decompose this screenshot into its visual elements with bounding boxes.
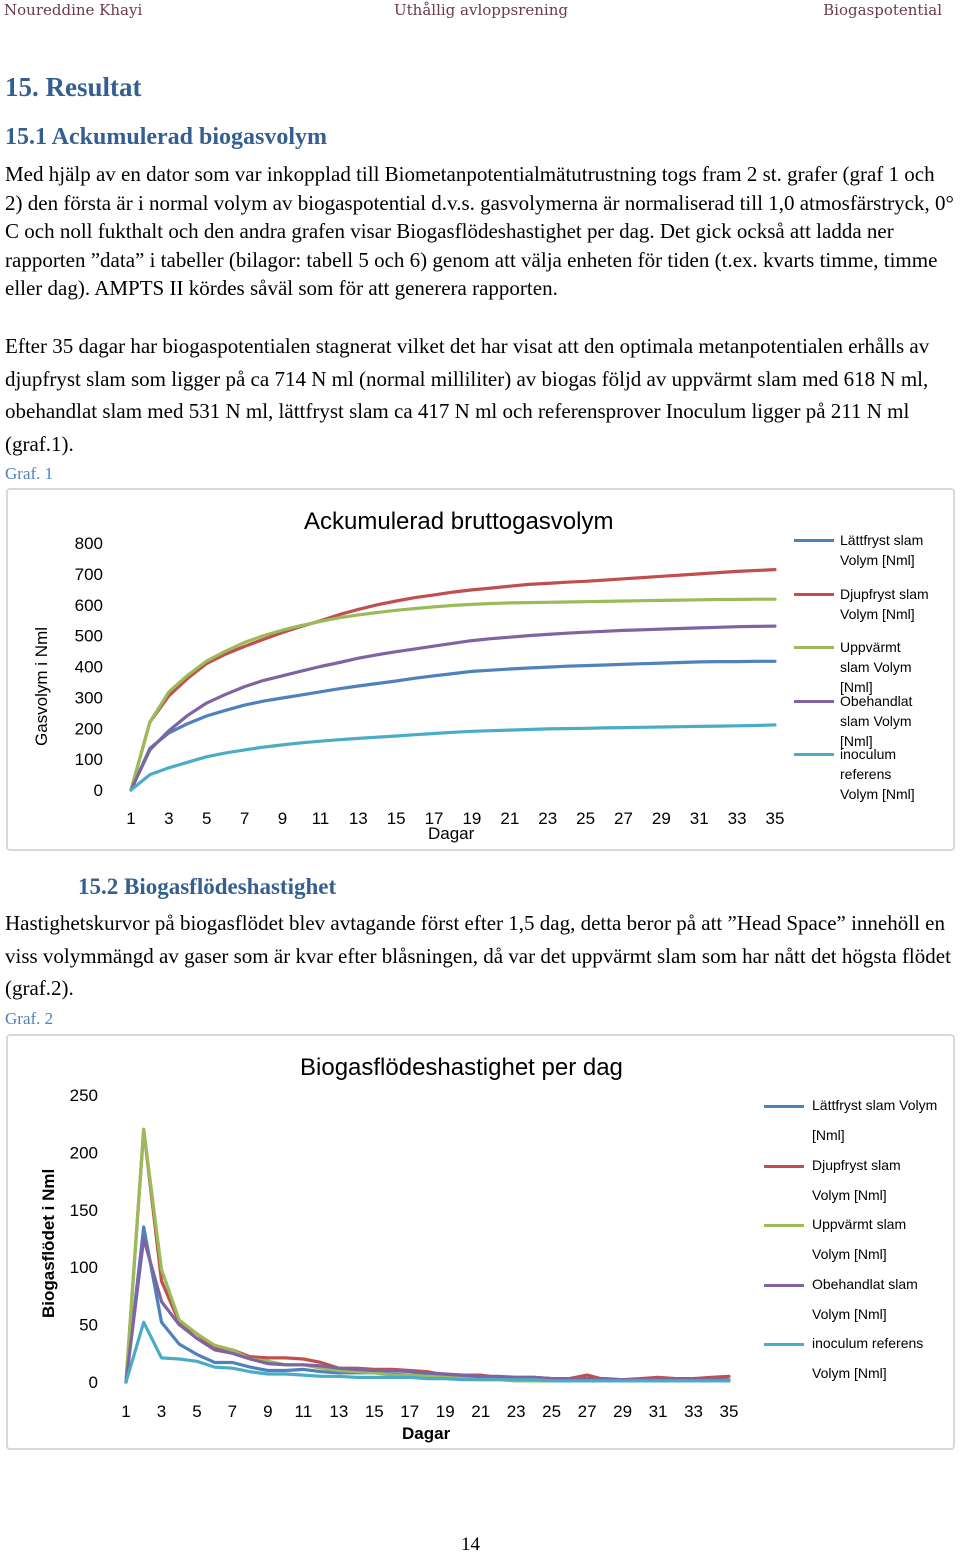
- legend-item: [794, 691, 944, 749]
- x-tick-label: 7: [239, 809, 250, 828]
- x-tick-label: 19: [462, 809, 482, 828]
- x-tick-label: 23: [506, 1402, 526, 1421]
- legend-item: [794, 744, 944, 802]
- chart-2-title: Biogasflödeshastighet per dag: [300, 1054, 623, 1081]
- y-tick-label: 800: [74, 534, 103, 553]
- legend-label: Uppvärmt slam Volym [Nml]: [812, 1216, 907, 1262]
- chart-1-legend: [794, 530, 944, 802]
- y-tick-label: 100: [74, 750, 103, 770]
- legend-swatch: [794, 700, 834, 703]
- paragraph-flow-rate: Hastighetskurvor på biogasflödet blev avtagande först efter 1,5 dag, detta beror på att ”Head Space” innehöll en viss volymmängd av gaser som är kvar efter blåsningen, då var det uppvärmt slam som har nått det högsta flödet (graf.2).: [5, 911, 951, 1000]
- x-tick-label: 1: [126, 809, 136, 828]
- legend-label: Djupfryst slam Volym [Nml]: [812, 1156, 901, 1203]
- running-header: [0, 0, 960, 26]
- x-tick-label: 25: [542, 1402, 562, 1421]
- legend-item: [794, 530, 944, 584]
- paragraph-method: Med hjälp av en dator som var inkopplad till Biometanpotentialmätutrustning togs fram 2 st. grafer (graf 1 och 2) den första är i normal volym av biogaspotential d.v.s. gasvolymerna är normaliserad till 1,0 atmosfärstryck, 0° C och noll fukthalt och den andra grafen visar Biogasflödeshastighet per dag. Det gick också att ladda ner rapporten ”data” i tabeller (bilagor: tabell 5 och 6) genom att välja enheten för tiden (t.ex. kvarts timme, timme eller dag). AMPTS II kördes såväl som för att generera rapporten.: [5, 162, 954, 300]
- x-tick-label: 31: [648, 1402, 668, 1421]
- legend-label: inoculum referens Volym [Nml]: [840, 746, 915, 802]
- y-tick-label: 200: [74, 719, 103, 739]
- y-tick-label: 50: [79, 1315, 98, 1335]
- x-tick-label: 21: [471, 1402, 491, 1421]
- x-tick-label: 35: [765, 809, 785, 828]
- legend-swatch: [794, 646, 834, 649]
- legend-swatch: [794, 593, 834, 596]
- series-line-4: [126, 1239, 729, 1383]
- x-tick-label: 1: [121, 1402, 131, 1421]
- x-tick-label: 23: [538, 809, 558, 828]
- legend-item: [764, 1150, 954, 1210]
- chart-biogas-flow-rate: [6, 1034, 955, 1450]
- chart-1-x-axis-label: Dagar: [428, 824, 475, 843]
- y-tick-label: 500: [74, 626, 103, 646]
- legend-swatch: [794, 753, 834, 756]
- paragraph-results: Efter 35 dagar har biogaspotentialen stagnerat vilket det har visat att den optimala metanpotentialen erhålls av djupfryst slam som ligger på ca 714 N ml (normal milliliter) av biogas följd av uppvärmt slam med 618 N ml, obehandlat slam med 531 N ml, lättfryst slam ca 417 N ml och referensprover Inoculum ligger på 211 N ml (graf.1).: [5, 334, 930, 456]
- legend-label: Djupfryst slam Volym [Nml]: [840, 585, 929, 622]
- x-tick-label: 33: [727, 809, 747, 828]
- y-tick-label: 200: [69, 1143, 98, 1163]
- series-line-3: [126, 1129, 729, 1382]
- chart-2-y-axis-label: Biogasflödet i Nml: [39, 1168, 58, 1318]
- page-number: 14: [461, 1534, 480, 1555]
- chart-1-title: Ackumulerad bruttogasvolym: [304, 508, 614, 535]
- x-tick-label: 9: [263, 1402, 273, 1421]
- x-tick-label: 29: [651, 809, 671, 828]
- legend-item: [764, 1209, 954, 1269]
- subheading-flow-rate: 15.2 Biogasflödeshastighet: [78, 874, 337, 899]
- x-tick-label: 9: [277, 809, 288, 828]
- y-tick-label: 300: [74, 688, 103, 708]
- y-tick-label: 600: [74, 595, 103, 615]
- x-tick-label: 33: [684, 1402, 703, 1421]
- x-tick-label: 3: [164, 809, 174, 828]
- y-tick-label: 0: [93, 781, 103, 800]
- x-tick-label: 13: [329, 1402, 349, 1421]
- chart-2-x-axis-label: Dagar: [402, 1424, 451, 1443]
- x-tick-label: 15: [364, 1402, 384, 1421]
- series-line-5: [131, 725, 775, 790]
- legend-swatch: [764, 1105, 804, 1108]
- legend-swatch: [764, 1224, 804, 1227]
- x-tick-label: 21: [500, 809, 520, 828]
- x-tick-label: 11: [311, 809, 330, 828]
- figure-label-1: Graf. 1: [5, 464, 54, 483]
- series-line-2: [131, 570, 775, 790]
- series-line-1: [126, 1227, 729, 1382]
- legend-swatch: [764, 1165, 804, 1168]
- x-tick-label: 11: [294, 1402, 313, 1421]
- x-tick-label: 5: [192, 1402, 202, 1421]
- subheading-accumulated-volume: 15.1 Ackumulerad biogasvolym: [5, 124, 328, 150]
- legend-label: Obehandlat slam Volym [Nml]: [840, 692, 913, 749]
- legend-swatch: [764, 1343, 804, 1346]
- x-tick-label: 29: [613, 1402, 633, 1421]
- legend-label: Lättfryst slam Volym [Nml]: [812, 1097, 938, 1143]
- y-tick-label: 100: [69, 1258, 98, 1278]
- x-tick-label: 17: [424, 809, 444, 828]
- chart-2-legend: [764, 1090, 954, 1388]
- x-tick-label: 3: [156, 1402, 167, 1421]
- legend-swatch: [764, 1284, 804, 1287]
- header-author: Noureddine Khayi: [4, 1, 143, 19]
- header-topic: Biogaspotential: [823, 1, 942, 19]
- x-tick-label: 13: [348, 809, 368, 828]
- y-tick-label: 250: [69, 1086, 98, 1105]
- x-tick-label: 5: [202, 809, 212, 828]
- x-tick-label: 17: [400, 1402, 420, 1421]
- y-tick-label: 150: [69, 1200, 98, 1220]
- x-tick-label: 25: [576, 809, 596, 828]
- header-title: Uthållig avloppsrening: [394, 1, 568, 19]
- y-tick-label: 700: [74, 564, 103, 584]
- legend-swatch: [794, 539, 834, 542]
- x-tick-label: 31: [689, 809, 709, 828]
- legend-label: Uppvärmt slam Volym [Nml]: [840, 639, 912, 695]
- x-tick-label: 7: [227, 1402, 238, 1421]
- y-tick-label: 400: [74, 657, 103, 677]
- legend-label: inoculum referens Volym [Nml]: [812, 1335, 924, 1381]
- legend-label: Lättfryst slam Volym [Nml]: [840, 532, 924, 568]
- y-tick-label: 0: [88, 1373, 98, 1392]
- x-tick-label: 35: [719, 1402, 739, 1421]
- legend-item: [764, 1269, 954, 1329]
- legend-item: [794, 584, 944, 638]
- legend-item: [764, 1328, 954, 1388]
- x-tick-label: 19: [435, 1402, 455, 1421]
- legend-item: [794, 637, 944, 695]
- figure-label-2: Graf. 2: [5, 1009, 54, 1028]
- section-heading: 15. Resultat: [5, 72, 142, 102]
- chart-accumulated-gas-volume: [6, 488, 955, 851]
- x-tick-label: 27: [577, 1402, 597, 1421]
- chart-1-y-axis-label: Gasvolym i Nml: [32, 626, 51, 746]
- x-tick-label: 27: [614, 809, 633, 828]
- legend-label: Obehandlat slam Volym [Nml]: [812, 1275, 918, 1322]
- x-tick-label: 15: [386, 809, 406, 828]
- legend-item: [764, 1090, 954, 1150]
